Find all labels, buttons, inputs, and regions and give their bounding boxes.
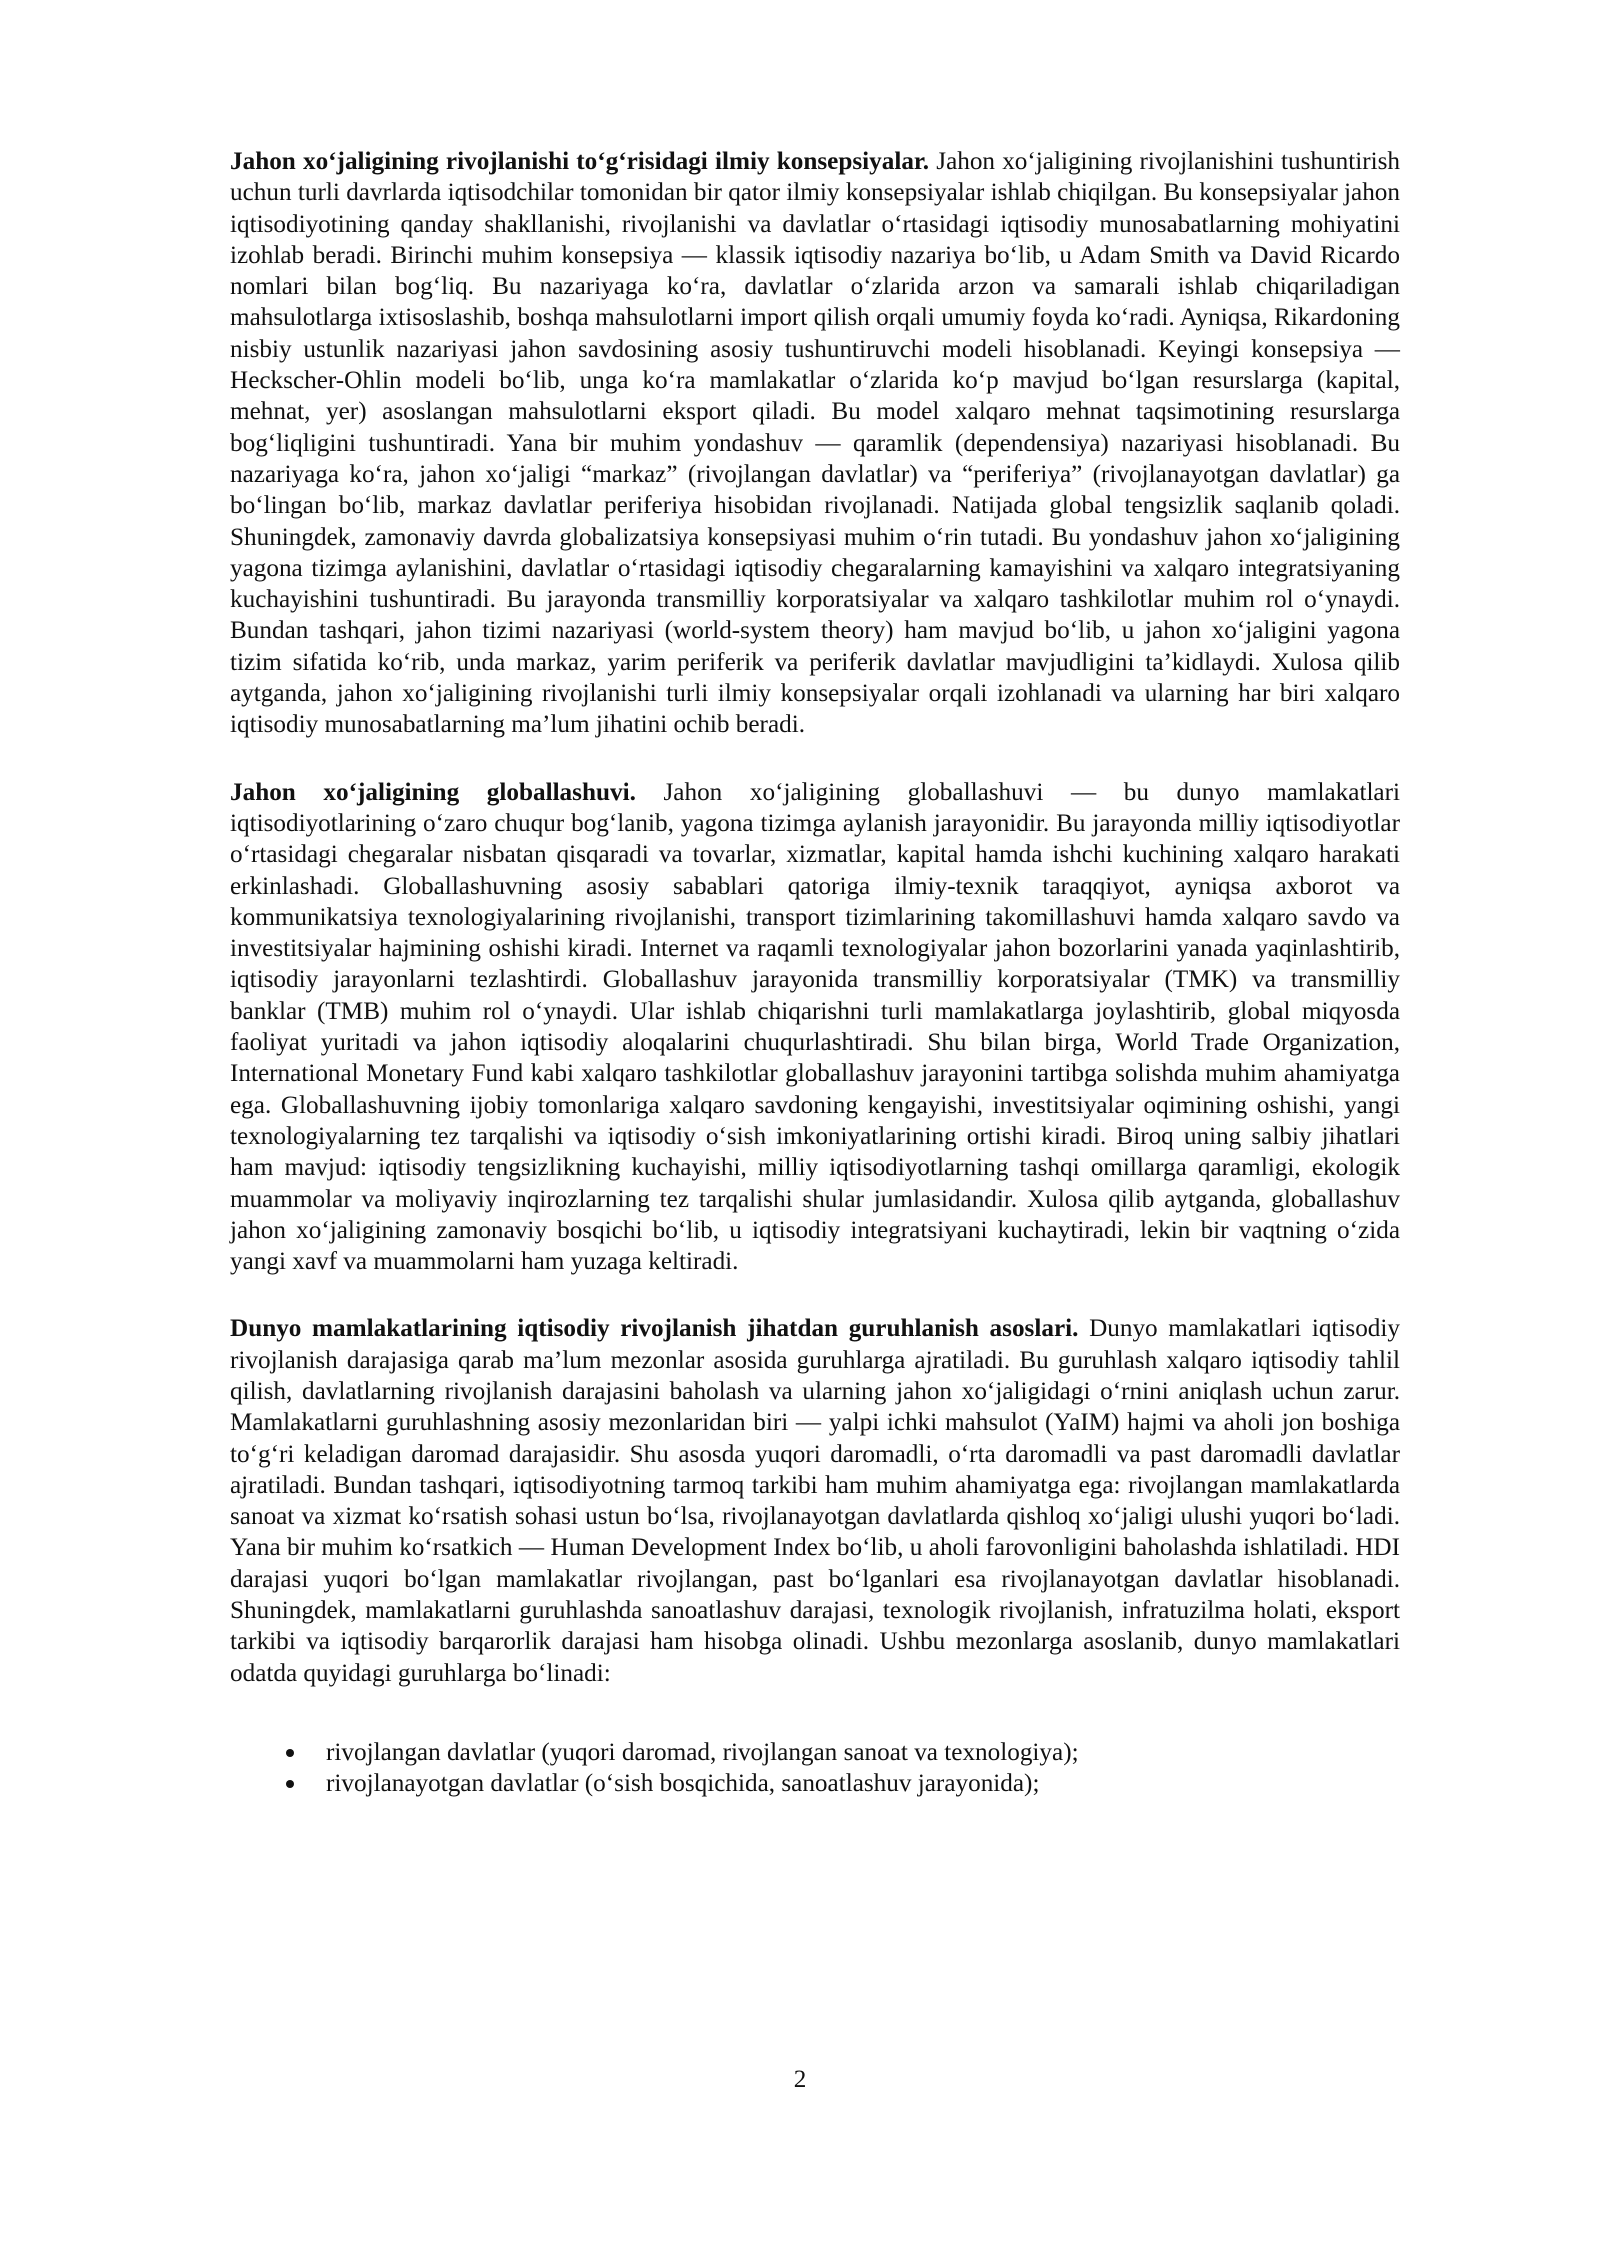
document-page <box>230 146 1400 1800</box>
list-item-text: rivojlanayotgan davlatlar (o‘sish bosqichida, sanoatlashuv jarayonida); <box>326 1770 1040 1798</box>
section-heading-scientific-concepts: Jahon xo‘jaligining rivojlanishi to‘g‘risidagi ilmiy konsepsiyalar. <box>230 148 930 175</box>
list-item <box>230 1737 1400 1768</box>
bullet-icon <box>286 1749 294 1757</box>
page-number: 2 <box>793 2066 807 2093</box>
paragraph-scientific-concepts <box>230 146 1400 741</box>
section-heading-globalization: Jahon xo‘jaligining globallashuvi. <box>230 778 636 806</box>
paragraph-country-grouping <box>230 1313 1400 1689</box>
section-body-country-grouping: Dunyo mamlakatlari iqtisodiy rivojlanish darajasiga qarab ma’lum mezonlar asosida guruhlarga ajratiladi. Bu guruhlash xalqaro iqtisodiy tahlil qilish, davlatlarning rivojlanish darajasini baholash va ularning jahon xo‘jaligidagi o‘rnini aniqlash uchun zarur. Mamlakatlarni guruhlashning asosiy mezonlaridan biri — yalpi ichki mahsulot (YaIM) hajmi va aholi jon boshiga to‘g‘ri keladigan daromad darajasidir. Shu asosda yuqori daromadli, o‘rta daromadli va past daromadli davlatlar ajratiladi. Bundan tashqari, iqtisodiyotning tarmoq tarkibi ham muhim ahamiyatga ega: rivojlangan mamlakatlarda sanoat va xizmat ko‘rsatish sohasi ustun bo‘lsa, rivojlanayotgan davlatlarda qishloq xo‘jaligi ulushi yuqori bo‘ladi. Yana bir muhim ko‘rsatkich — Human Development Index bo‘lib, u aholi farovonligini baholashda ishlatiladi. HDI darajasi yuqori bo‘lgan mamlakatlar rivojlangan, past bo‘lganlari esa rivojlanayotgan davlatlar hisoblanadi. Shuningdek, mamlakatlarni guruhlashda sanoatlashuv darajasi, texnologik rivojlanish, infratuzilma holati, eksport tarkibi va iqtisodiy barqarorlik darajasi ham hisobga olinadi. Ushbu mezonlarga asoslanib, dunyo mamlakatlari odatda quyidagi guruhlarga bo‘linadi: <box>230 1315 1400 1687</box>
paragraph-globalization <box>230 777 1400 1278</box>
bullet-icon <box>286 1780 294 1788</box>
list-item <box>230 1768 1400 1799</box>
section-body-globalization: Jahon xo‘jaligining globallashuvi — bu dunyo mamlakatlari iqtisodiyotlarining o‘zaro chuqur bog‘lanib, yagona tizimga aylanish jarayonidir. Bu jarayonda milliy iqtisodiyotlar o‘rtasidagi chegaralar nisbatan qisqaradi va tovarlar, xizmatlar, kapital hamda ishchi kuchining xalqaro harakati erkinlashadi. Globallashuvning asosiy sabablari qatoriga ilmiy-texnik taraqqiyot, ayniqsa axborot va kommunikatsiya texnologiyalarining rivojlanishi, transport tizimlarining takomillashuvi hamda xalqaro savdo va investitsiyalar hajmining oshishi kiradi. Internet va raqamli texnologiyalar jahon bozorlarini yanada yaqinlashtirib, iqtisodiy jarayonlarni tezlashtirdi. Globallashuv jarayonida transmilliy korporatsiyalar (TMK) va transmilliy banklar (TMB) muhim rol o‘ynaydi. Ular ishlab chiqarishni turli mamlakatlarga joylashtirib, global miqyosda faoliyat yuritadi va jahon iqtisodiy aloqalarini chuqurlashtiradi. Shu bilan birga, World Trade Organization, International Monetary Fund kabi xalqaro tashkilotlar globallashuv jarayonini tartibga solishda muhim ahamiyatga ega. Globallashuvning ijobiy tomonlariga xalqaro savdoning kengayishi, investitsiyalar oqimining oshishi, yangi texnologiyalarning tez tarqalishi va iqtisodiy o‘sish imkoniyatlarining ortishi kiradi. Biroq uning salbiy jihatlari ham mavjud: iqtisodiy tengsizlikning kuchayishi, milliy iqtisodiyotlarning tashqi omillarga qaramligi, ekologik muammolar va moliyaviy inqirozlarning tez tarqalishi shular jumlasidandir. Xulosa qilib aytganda, globallashuv jahon xo‘jaligining zamonaviy bosqichi bo‘lib, u iqtisodiy integratsiyani kuchaytiradi, lekin bir vaqtning o‘zida yangi xavf va muammolarni ham yuzaga keltiradi. <box>230 778 1401 1276</box>
section-heading-country-grouping: Dunyo mamlakatlarining iqtisodiy rivojlanish jihatdan guruhlanish asoslari. <box>230 1315 1079 1343</box>
section-body-scientific-concepts: Jahon xo‘jaligining rivojlanishini tushuntirish uchun turli davrlarda iqtisodchilar tomonidan bir qator ilmiy konsepsiyalar ishlab chiqilgan. Bu konsepsiyalar jahon iqtisodiyotining qanday shakllanishi, rivojlanishi va davlatlar o‘rtasidagi iqtisodiy munosabatlarning mohiyatini izohlab beradi. Birinchi muhim konsepsiya — klassik iqtisodiy nazariya bo‘lib, u Adam Smith va David Ricardo nomlari bilan bog‘liq. Bu nazariyaga ko‘ra, davlatlar o‘zlarida arzon va samarali ishlab chiqariladigan mahsulotlarga ixtisoslashib, boshqa mahsulotlarni import qilish orqali umumiy foyda ko‘radi. Ayniqsa, Rikardoning nisbiy ustunlik nazariyasi jahon savdosining asosiy tushuntiruvchi modeli hisoblanadi. Keyingi konsepsiya — Heckscher-Ohlin modeli bo‘lib, unga ko‘ra mamlakatlar o‘zlarida ko‘p mavjud bo‘lgan resurslarga (kapital, mehnat, yer) asoslangan mahsulotlarni eksport qiladi. Bu model xalqaro mehnat taqsimotining resurslarga bog‘liqligini tushuntiradi. Yana bir muhim yondashuv — qaramlik (dependensiya) nazariyasi hisoblanadi. Bu nazariyaga ko‘ra, jahon xo‘jaligi “markaz” (rivojlangan davlatlar) va “periferiya” (rivojlanayotgan davlatlar) ga bo‘lingan bo‘lib, markaz davlatlar periferiya hisobidan rivojlanadi. Natijada global tengsizlik saqlanib qoladi. Shuningdek, zamonaviy davrda globalizatsiya konsepsiyasi muhim o‘rin tutadi. Bu yondashuv jahon xo‘jaligining yagona tizimga aylanishini, davlatlar o‘rtasidagi iqtisodiy chegaralarning kamayishini va xalqaro integratsiyaning kuchayishini tushuntiradi. Bu jarayonda transmilliy korporatsiyalar va xalqaro tashkilotlar muhim rol o‘ynaydi. Bundan tashqari, jahon tizimi nazariyasi (world-system theory) ham mavjud bo‘lib, u jahon xo‘jaligini yagona tizim sifatida ko‘rib, unda markaz, yarim periferik va periferik davlatlar mavjudligini ta’kidlaydi. Xulosa qilib aytganda, jahon xo‘jaligining rivojlanishi turli ilmiy konsepsiyalar orqali izohlanadi va ularning har biri xalqaro iqtisodiy munosabatlarning ma’lum jihatini ochib beradi. <box>230 148 1400 739</box>
country-groups-list <box>230 1737 1400 1800</box>
list-item-text: rivojlangan davlatlar (yuqori daromad, rivojlangan sanoat va texnologiya); <box>326 1738 1079 1766</box>
